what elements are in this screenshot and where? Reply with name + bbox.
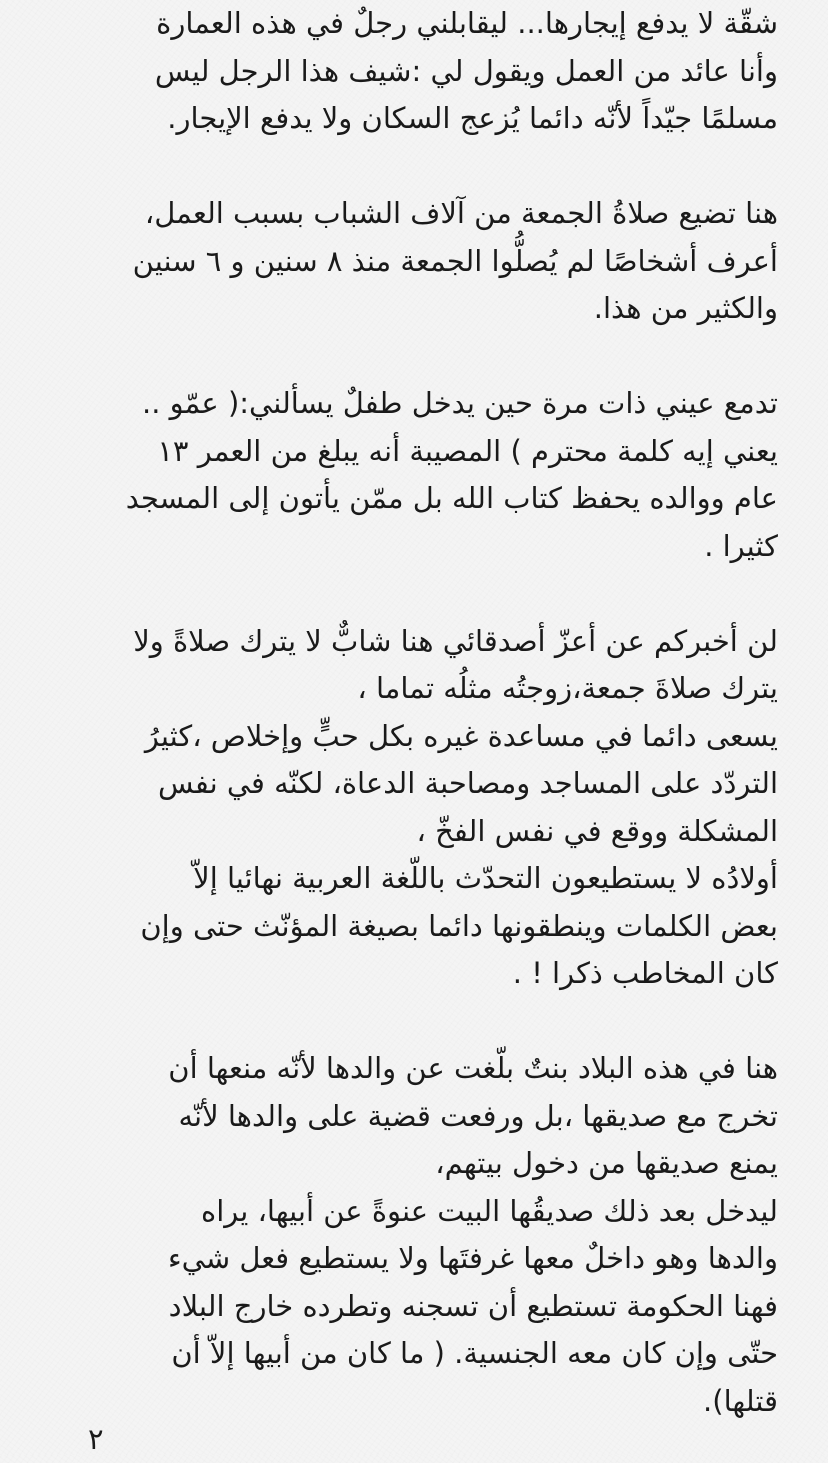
- text-line: حتّى وإن كان معه الجنسية. ( ما كان من أبيها إلاّ أن: [171, 1336, 778, 1370]
- text-line: يترك صلاةَ جمعة،زوجتُه مثلُه تماما ،: [357, 671, 778, 705]
- text-line: أعرف أشخاصًا لم يُصلُّوا الجمعة منذ ٨ سنين و ٦ سنين: [132, 243, 778, 278]
- text-line: فهنا الحكومة تستطيع أن تسجنه وتطرده خارج البلاد: [168, 1288, 778, 1323]
- page-number: ٢: [88, 1422, 104, 1456]
- text-line: قتلها).: [703, 1383, 778, 1418]
- text-line: أولادُه لا يستطيعون التحدّث باللّغة العربية نهائيا إلاّ: [193, 861, 778, 895]
- paragraph-spacer: [58, 998, 778, 1046]
- text-line: تدمع عيني ذات مرة حين يدخل طفلٌ يسألني:( عمّو ..: [142, 386, 778, 420]
- paragraph-spacer: [58, 570, 778, 618]
- text-line: لن أخبركم عن أعزّ أصدقائي هنا شابٌّ لا يترك صلاةً ولا: [133, 623, 778, 658]
- text-line: وأنا عائد من العمل ويقول لي :شيف هذا الرجل ليس: [154, 53, 778, 88]
- text-line: التردّد على المساجد ومصاحبة الدعاة، لكنّه في نفس: [157, 766, 778, 800]
- text-line: يسعى دائما في مساعدة غيره بكل حبٍّ وإخلاص ،كثيرُ: [144, 718, 778, 753]
- document-page: [58, 0, 778, 1425]
- paragraph-spacer: [58, 333, 778, 381]
- paragraph-1: [58, 0, 778, 143]
- text-line: يمنع صديقها من دخول بيتهم،: [435, 1146, 778, 1180]
- text-line: هنا تضيع صلاةُ الجمعة من آلاف الشباب بسبب العمل،: [144, 196, 778, 230]
- text-line: والدها وهو داخلٌ معها غرفتَها ولا يستطيع فعل شيء: [168, 1241, 778, 1275]
- text-line: كان المخاطب ذكرا ! .: [512, 956, 778, 990]
- text-line: عام ووالده يحفظ كتاب الله بل ممّن يأتون إلى المسجد: [125, 481, 778, 515]
- text-line: شقّة لا يدفع إيجارها... ليقابلني رجلٌ في هذه العمارة: [156, 6, 778, 40]
- paragraph-5: [58, 1045, 778, 1425]
- text-line: المشكلة ووقع في نفس الفخّ ،: [416, 813, 778, 848]
- text-line: مسلمًا جيّداً لأنّه دائما يُزعج السكان ولا يدفع الإيجار.: [167, 101, 778, 135]
- paragraph-4: [58, 618, 778, 998]
- paragraph-3: [58, 380, 778, 570]
- text-line: كثيرا .: [704, 528, 778, 563]
- text-line: والكثير من هذا.: [593, 291, 778, 325]
- paragraph-2: [58, 190, 778, 333]
- text-line: ليدخل بعد ذلك صديقُها البيت عنوةً عن أبيها، يراه: [201, 1193, 778, 1228]
- text-line: هنا في هذه البلاد بنتٌ بلّغت عن والدها لأنّه منعها أن: [168, 1051, 778, 1085]
- text-line: بعض الكلمات وينطقونها دائما بصيغة المؤنّث حتى وإن: [140, 908, 778, 943]
- text-line: يعني إيه كلمة محترم ) المصيبة أنه يبلغ من العمر ١٣: [157, 433, 778, 468]
- text-line: تخرج مع صديقها ،بل ورفعت قضية على والدها لأنّه: [178, 1098, 778, 1133]
- paragraph-spacer: [58, 143, 778, 191]
